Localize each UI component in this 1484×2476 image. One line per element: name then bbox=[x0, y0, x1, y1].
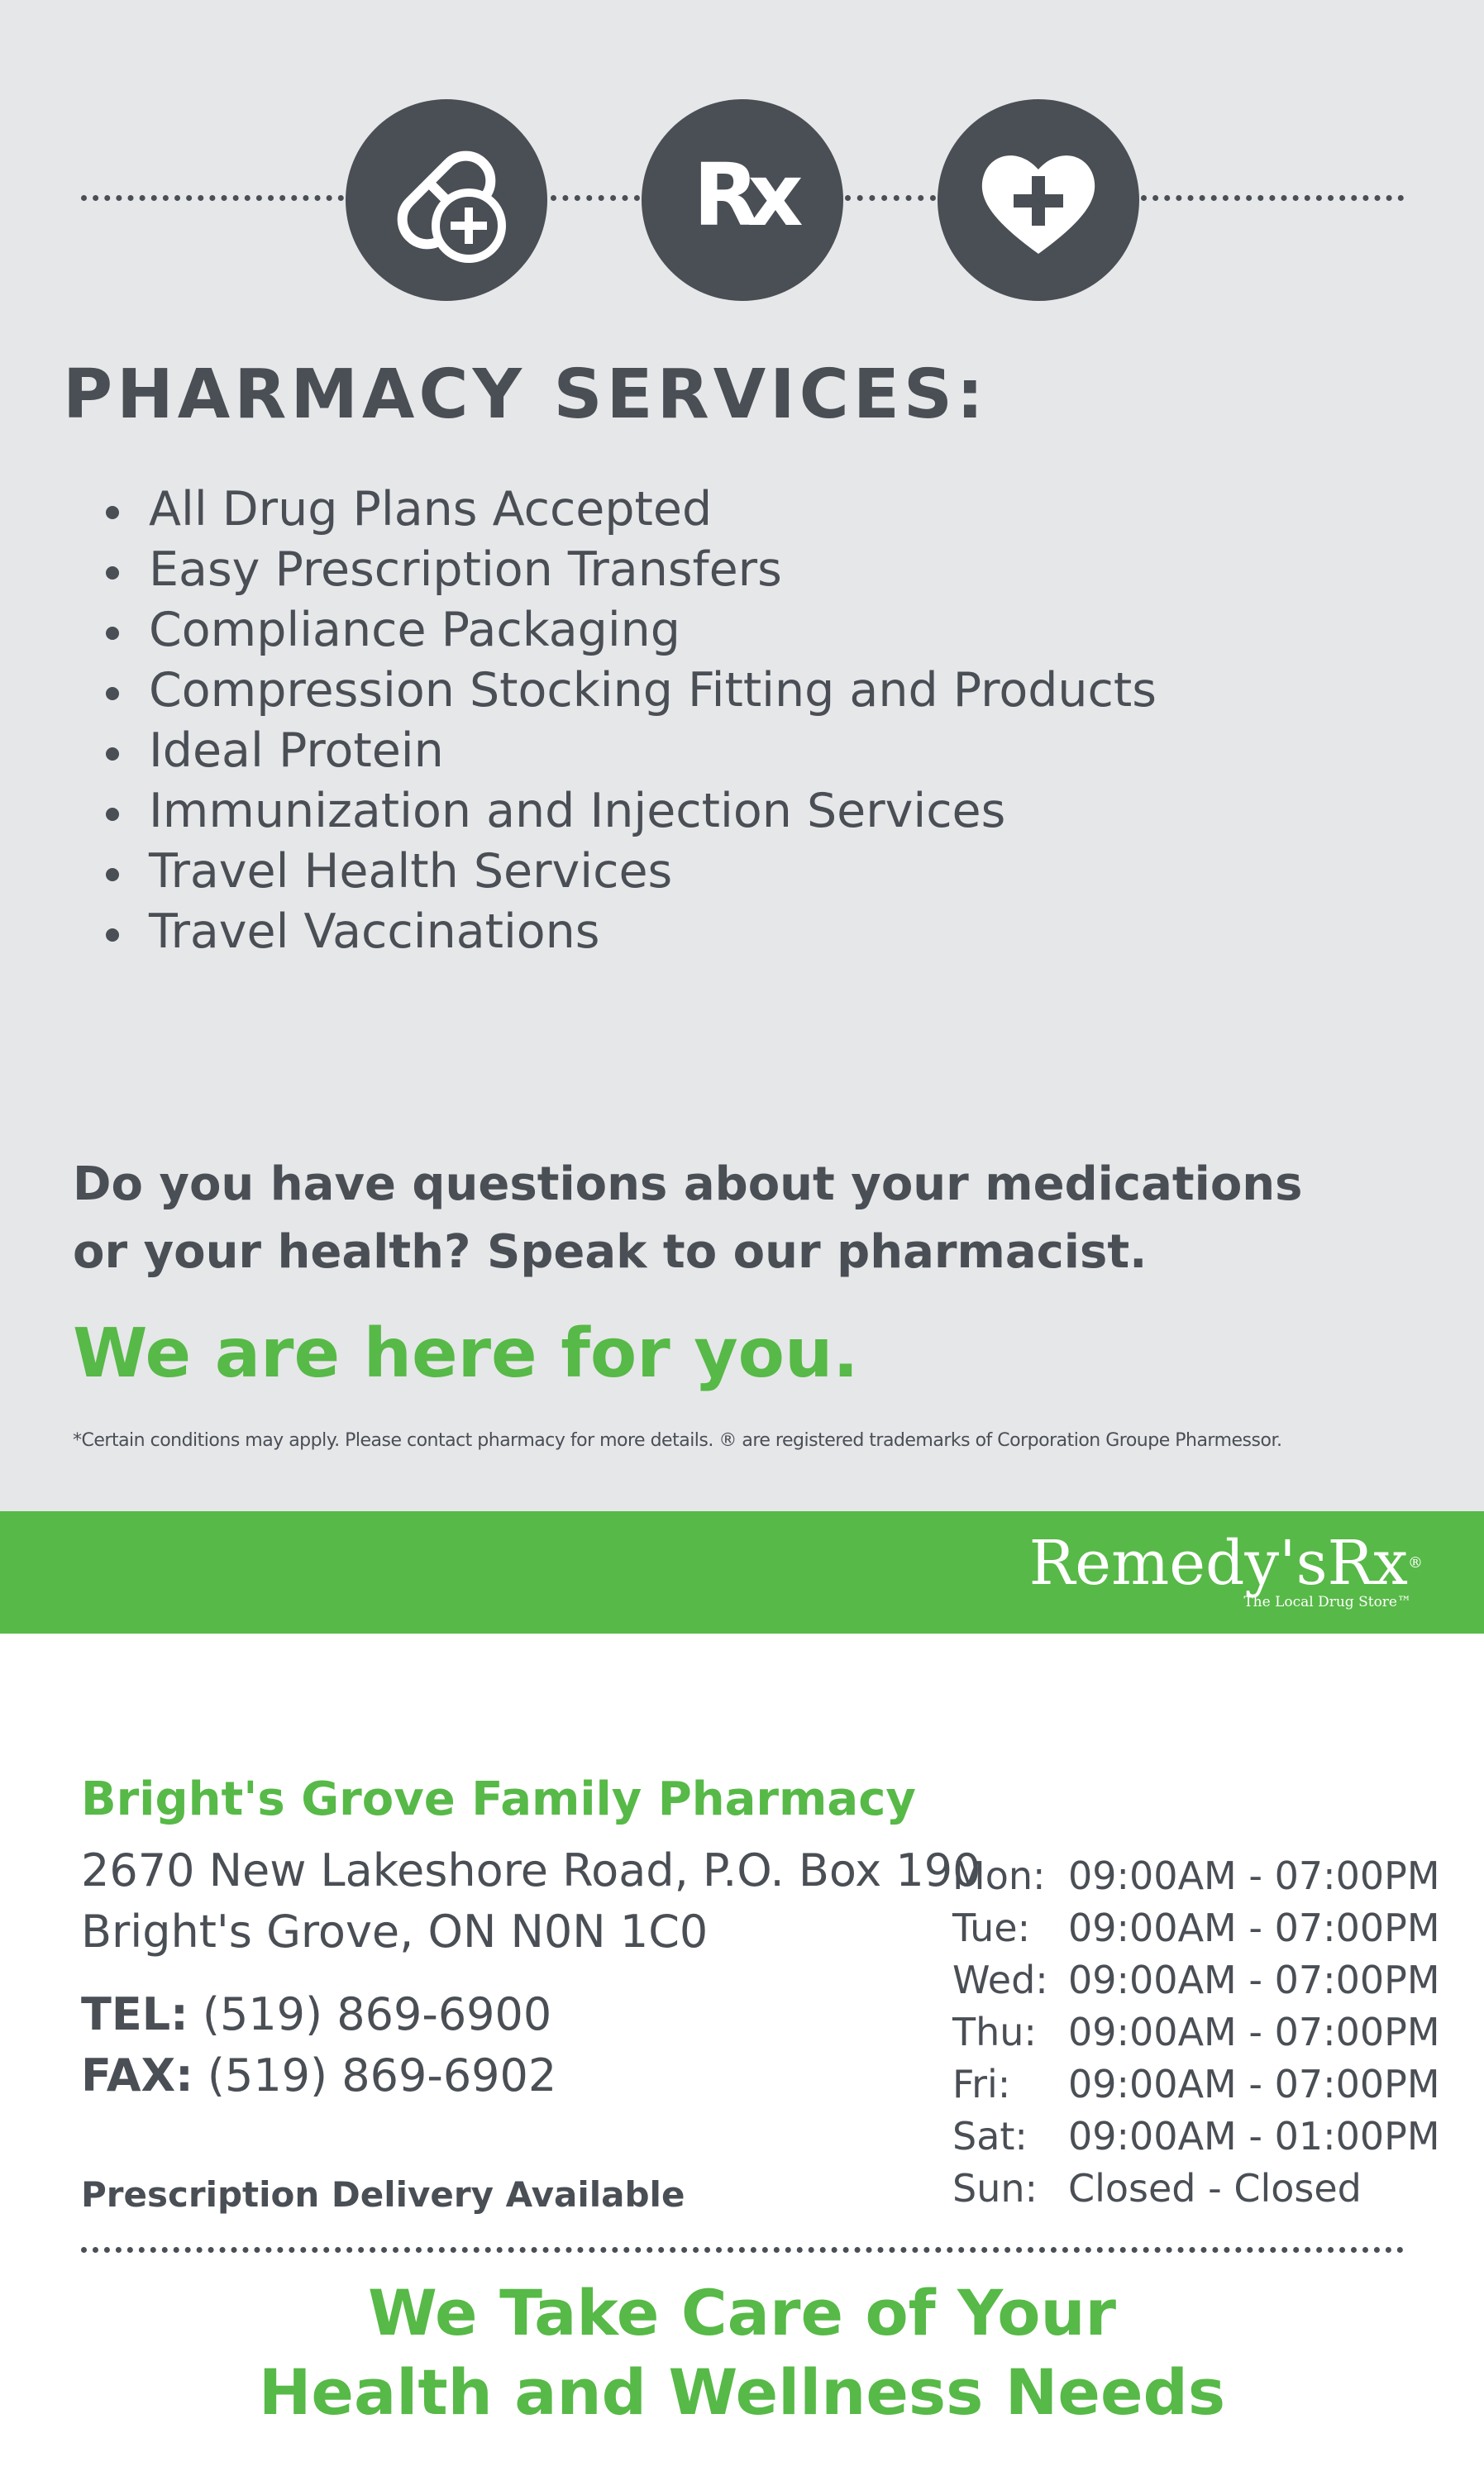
hours-day: Fri: bbox=[952, 2062, 1011, 2106]
closing-tagline bbox=[0, 2273, 1484, 2432]
phone-row bbox=[81, 1984, 556, 2045]
store-address bbox=[81, 1840, 981, 1963]
address-line-2: Bright's Grove, ON N0N 1C0 bbox=[81, 1906, 709, 1958]
pharmacist-question bbox=[73, 1151, 1303, 1286]
brand-name: Remedy'sRx bbox=[1028, 1528, 1408, 1599]
hours-day: Sun: bbox=[952, 2166, 1038, 2211]
dotted-divider-bottom bbox=[81, 2247, 1404, 2253]
hours-time: 09:00AM - 07:00PM bbox=[1068, 1853, 1440, 1898]
table-row bbox=[952, 2006, 1440, 2059]
hours-day: Mon: bbox=[952, 1853, 1046, 1898]
fax-label: FAX: bbox=[81, 2049, 193, 2101]
store-name: Bright's Grove Family Pharmacy bbox=[81, 1772, 916, 1826]
rx-icon-text: Rx bbox=[693, 145, 792, 246]
list-item: Travel Vaccinations bbox=[101, 902, 1157, 962]
table-row bbox=[952, 2111, 1440, 2163]
hours-day: Wed: bbox=[952, 1958, 1048, 2002]
list-item: Ideal Protein bbox=[101, 721, 1157, 781]
store-contact bbox=[81, 1984, 556, 2106]
hours-day: Tue: bbox=[952, 1906, 1031, 1950]
table-row bbox=[952, 2163, 1440, 2215]
heart-plus-icon bbox=[938, 99, 1139, 301]
hours-time: Closed - Closed bbox=[1068, 2166, 1362, 2211]
tagline-line-2: Health and Wellness Needs bbox=[258, 2355, 1226, 2429]
rx-icon bbox=[642, 99, 843, 301]
dotted-divider-middle-right bbox=[845, 195, 936, 201]
table-row bbox=[952, 1954, 1440, 2006]
list-item: Easy Prescription Transfers bbox=[101, 540, 1157, 600]
dotted-divider-right bbox=[1141, 195, 1404, 201]
fax-number: (519) 869-6902 bbox=[207, 2049, 557, 2101]
tel-label: TEL: bbox=[81, 1988, 188, 2040]
store-hours bbox=[952, 1850, 1440, 2215]
list-item: Compression Stocking Fitting and Products bbox=[101, 661, 1157, 721]
hours-day: Sat: bbox=[952, 2114, 1028, 2159]
hours-day: Thu: bbox=[952, 2010, 1037, 2054]
dotted-divider-middle-left bbox=[551, 195, 640, 201]
table-row bbox=[952, 1902, 1440, 1954]
pill-plus-icon bbox=[346, 99, 547, 301]
hours-time: 09:00AM - 07:00PM bbox=[1068, 2010, 1440, 2054]
delivery-note: Prescription Delivery Available bbox=[81, 2174, 685, 2215]
disclaimer: *Certain conditions may apply. Please contact pharmacy for more details. ® are registered trademarks of Corporation Groupe Pharmessor. bbox=[73, 1430, 1282, 1451]
services-title: PHARMACY SERVICES: bbox=[63, 355, 988, 434]
brand-band bbox=[0, 1511, 1484, 1634]
address-line-1: 2670 New Lakeshore Road, P.O. Box 190 bbox=[81, 1844, 981, 1896]
list-item: Compliance Packaging bbox=[101, 600, 1157, 661]
brand-mark: ® bbox=[1408, 1554, 1423, 1572]
tel-number[interactable]: (519) 869-6900 bbox=[202, 1988, 552, 2040]
table-row bbox=[952, 1850, 1440, 1902]
brand-tagline: The Local Drug Store™ bbox=[1243, 1594, 1411, 1610]
hours-time: 09:00AM - 07:00PM bbox=[1068, 1958, 1440, 2002]
tagline-line-1: We Take Care of Your bbox=[367, 2276, 1117, 2350]
dotted-divider-left bbox=[81, 195, 344, 201]
fax-row bbox=[81, 2045, 556, 2106]
hours-time: 09:00AM - 07:00PM bbox=[1068, 2062, 1440, 2106]
hours-time: 09:00AM - 07:00PM bbox=[1068, 1906, 1440, 1950]
services-list bbox=[101, 479, 1157, 962]
question-line-1: Do you have questions about your medications bbox=[73, 1157, 1303, 1211]
hours-time: 09:00AM - 01:00PM bbox=[1068, 2114, 1440, 2159]
list-item: Immunization and Injection Services bbox=[101, 781, 1157, 842]
here-for-you-heading: We are here for you. bbox=[73, 1314, 859, 1393]
list-item: All Drug Plans Accepted bbox=[101, 479, 1157, 540]
list-item: Travel Health Services bbox=[101, 842, 1157, 902]
remedys-rx-logo bbox=[1029, 1528, 1423, 1610]
question-line-2: or your health? Speak to our pharmacist. bbox=[73, 1225, 1148, 1279]
table-row bbox=[952, 2059, 1440, 2111]
